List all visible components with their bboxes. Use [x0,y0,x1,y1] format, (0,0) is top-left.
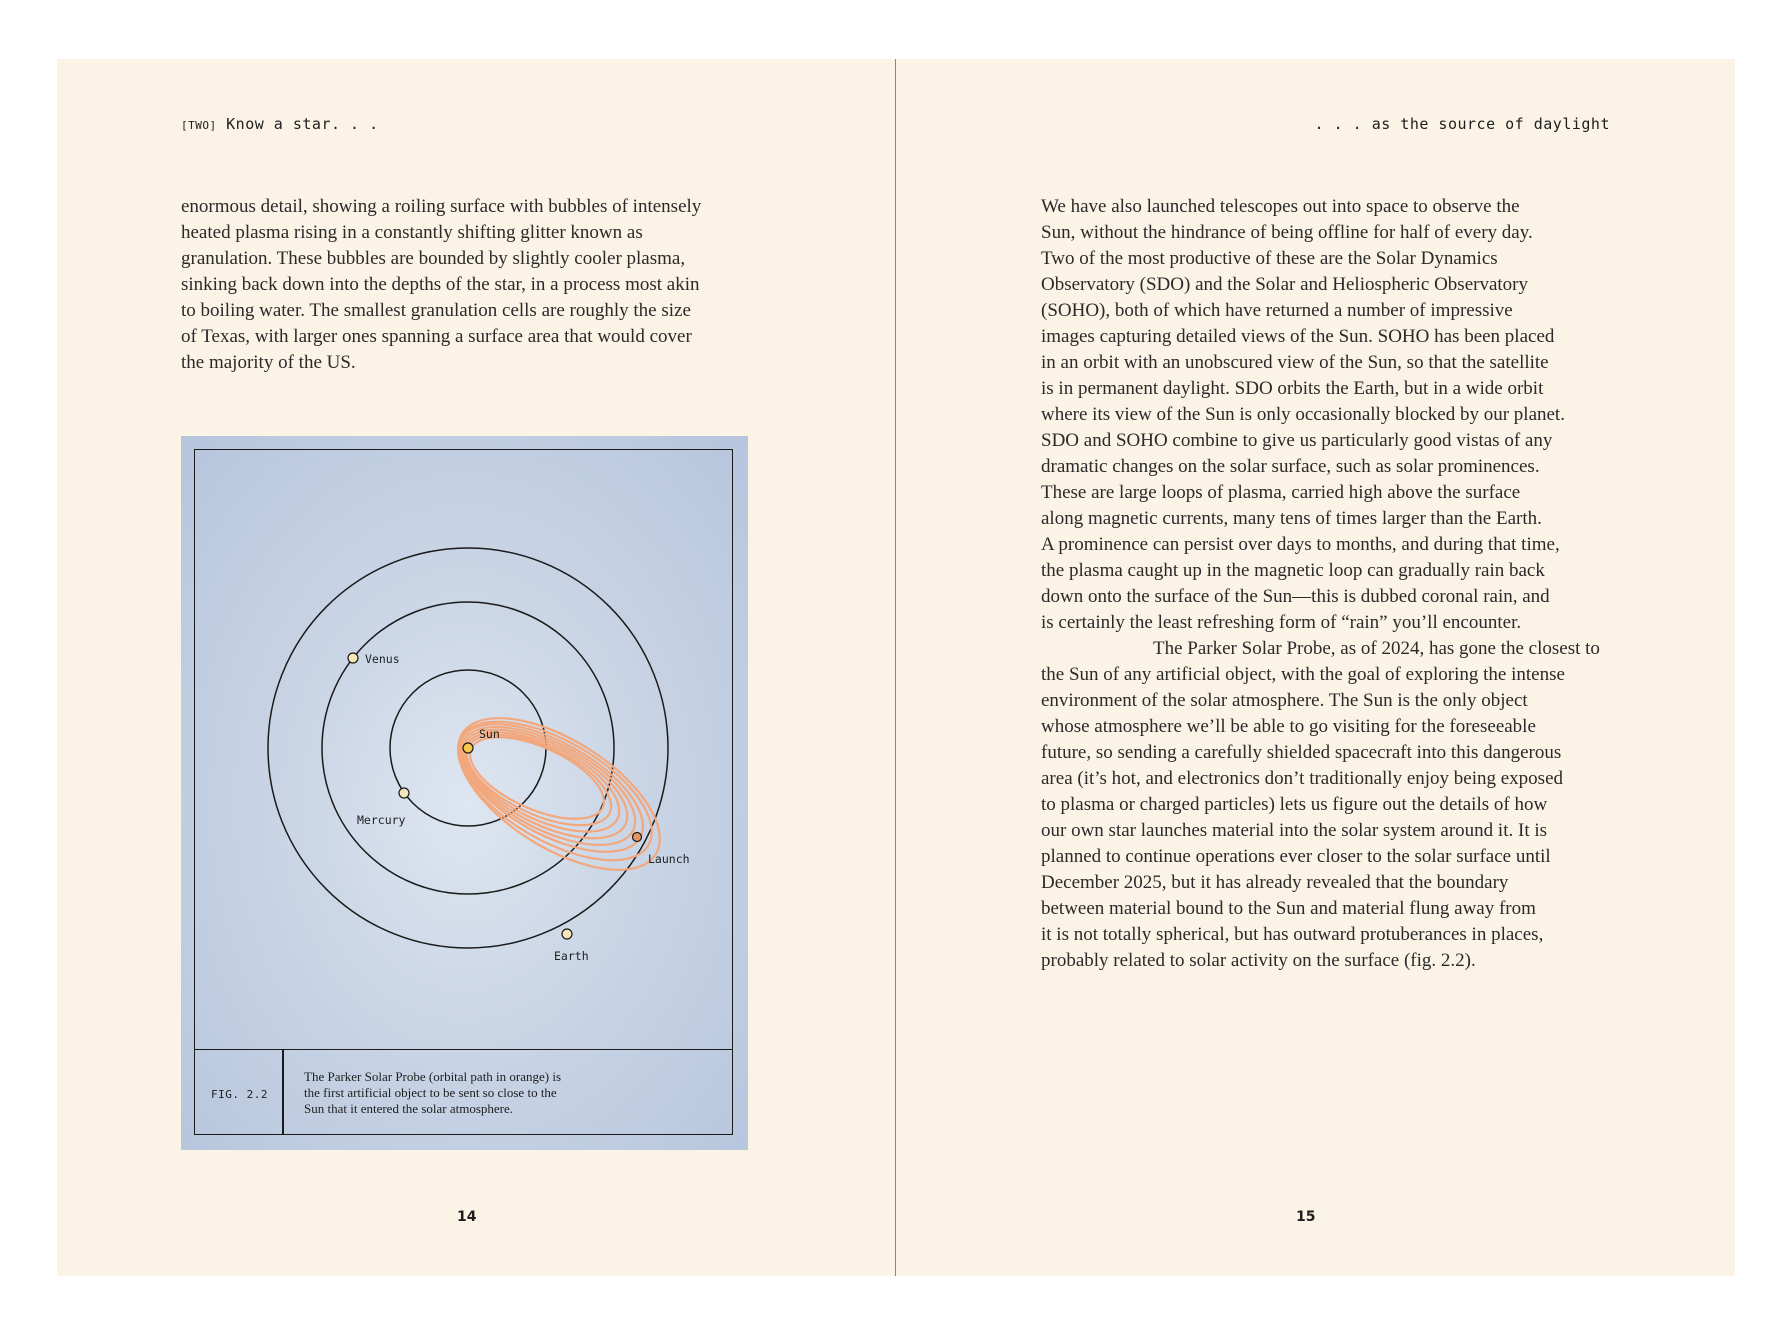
book-spread [57,59,1735,1276]
text-line: December 2025, but it has already revealed that the boundary [1041,872,1509,893]
text-line: environment of the solar atmosphere. The Sun is the only object [1041,690,1528,711]
text-line: Two of the most productive of these are the Solar Dynamics [1041,248,1498,269]
text-line: is certainly the least refreshing form of “rain” you’ll encounter. [1041,612,1522,633]
sun-label: Sun [479,727,500,741]
text-line: heated plasma rising in a constantly shifting glitter known as [181,222,643,243]
text-line: granulation. These bubbles are bounded by slightly cooler plasma, [181,248,686,269]
caption-divider [282,1050,284,1135]
figure-label: FIG. 2.2 [211,1088,268,1101]
mercury-marker [399,788,409,798]
text-line: (SOHO), both of which have returned a number of impressive [1041,300,1513,321]
caption-line: the first artificial object to be sent so close to the [304,1085,557,1100]
launch-marker [633,833,642,842]
chapter-tag: [TWO] [181,119,217,132]
text-line: probably related to solar activity on the surface (fig. 2.2). [1041,950,1476,971]
caption-line: Sun that it entered the solar atmosphere. [304,1101,514,1116]
left-page [57,59,895,1276]
probe-orbit-path [434,688,685,900]
text-line: sinking back down into the depths of the star, in a process most akin [181,274,700,295]
mercury-label: Mercury [357,813,406,827]
text-line: The Parker Solar Probe, as of 2024, has gone the closest to [1153,638,1600,659]
text-line: where its view of the Sun is only occasionally blocked by our planet. [1041,404,1565,425]
text-line: our own star launches material into the solar system around it. It is [1041,820,1548,841]
left-page-number: 14 [457,1209,477,1225]
text-line: the majority of the US. [181,352,356,373]
text-line: A prominence can persist over days to months, and during that time, [1041,534,1560,555]
right-page [896,59,1735,1276]
figure-caption [304,1069,624,1117]
chapter-title: Know a star. . . [226,115,379,133]
text-line: Sun, without the hindrance of being offline for half of every day. [1041,222,1533,243]
text-line: Observatory (SDO) and the Solar and Heliospheric Observatory [1041,274,1529,295]
left-paragraph [181,194,761,376]
text-line: between material bound to the Sun and material flung away from [1041,898,1536,919]
text-line: SDO and SOHO combine to give us particularly good vistas of any [1041,430,1553,451]
text-line: down onto the surface of the Sun—this is dubbed coronal rain, and [1041,586,1550,607]
right-page-number: 15 [1296,1209,1316,1225]
text-line: enormous detail, showing a roiling surface with bubbles of intensely [181,196,702,217]
text-line: in an orbit with an unobscured view of the Sun, so that the satellite [1041,352,1549,373]
figure-caption-box [194,1049,733,1135]
text-line: it is not totally spherical, but has outward protuberances in places, [1041,924,1544,945]
venus-label: Venus [365,652,400,666]
text-line: These are large loops of plasma, carried high above the surface [1041,482,1521,503]
figure-2-2 [181,436,748,1150]
text-line: planned to continue operations ever closer to the solar surface until [1041,846,1551,867]
text-line: dramatic changes on the solar surface, such as solar prominences. [1041,456,1540,477]
text-line: the plasma caught up in the magnetic loop can gradually rain back [1041,560,1545,581]
right-body-text [1041,194,1621,974]
sun-marker [463,743,473,753]
probe-orbit-loop [434,688,685,900]
right-running-head: . . . as the source of daylight [1314,115,1610,133]
text-line: whose atmosphere we’ll be able to go visiting for the foreseeable [1041,716,1536,737]
text-line: We have also launched telescopes out into space to observe the [1041,196,1520,217]
launch-label: Launch [648,852,690,866]
text-line: of Texas, with larger ones spanning a surface area that would cover [181,326,692,347]
text-line: to plasma or charged particles) lets us figure out the details of how [1041,794,1548,815]
earth-label: Earth [554,949,589,963]
text-line: images capturing detailed views of the Sun. SOHO has been placed [1041,326,1555,347]
caption-line: The Parker Solar Probe (orbital path in orange) is [304,1069,562,1084]
left-running-head [181,115,379,133]
right-paragraph-2 [1041,636,1621,974]
text-line: to boiling water. The smallest granulation cells are roughly the size [181,300,691,321]
venus-marker [348,653,358,663]
earth-marker [562,929,572,939]
text-line: is in permanent daylight. SDO orbits the Earth, but in a wide orbit [1041,378,1544,399]
text-line: area (it’s hot, and electronics don’t traditionally enjoy being exposed [1041,768,1563,789]
right-paragraph-1 [1041,194,1621,636]
orbit-diagram [181,436,748,1150]
left-body-text [181,194,761,376]
text-line: future, so sending a carefully shielded spacecraft into this dangerous [1041,742,1562,763]
text-line: the Sun of any artificial object, with the goal of exploring the intense [1041,664,1565,685]
text-line: along magnetic currents, many tens of times larger than the Earth. [1041,508,1542,529]
